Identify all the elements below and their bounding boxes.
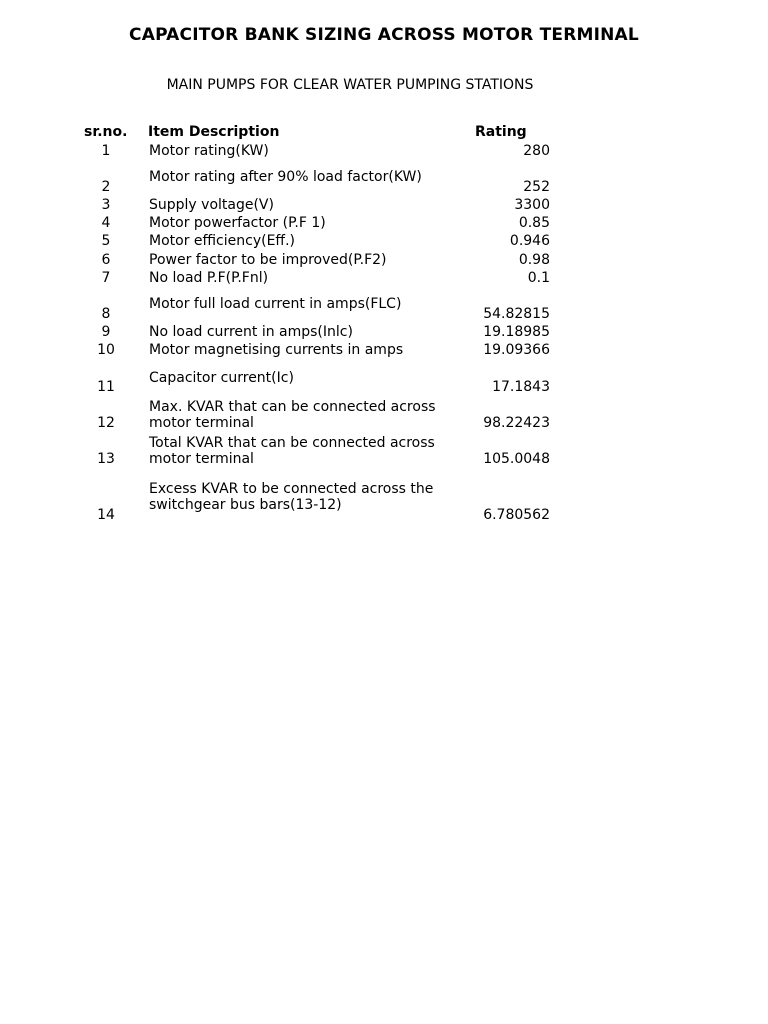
subtitle: MAIN PUMPS FOR CLEAR WATER PUMPING STATIONS <box>166 77 534 93</box>
row-description: Supply voltage(V) <box>149 197 274 213</box>
table-row <box>0 370 768 396</box>
row-description: Max. KVAR that can be connected across motor terminal <box>149 399 436 431</box>
table-row <box>0 342 768 360</box>
row-description: Motor magnetising currents in amps <box>149 342 404 358</box>
table-row <box>0 270 768 288</box>
table-row <box>0 215 768 233</box>
row-description: Motor rating(KW) <box>149 143 269 159</box>
table-row <box>0 197 768 215</box>
row-rating: 0.946 <box>509 233 550 249</box>
table-row <box>0 296 768 324</box>
table-row <box>0 143 768 161</box>
table-row <box>0 233 768 251</box>
row-rating: 280 <box>523 143 550 159</box>
table-row <box>0 252 768 270</box>
row-rating: 17.1843 <box>492 379 550 395</box>
row-description: Capacitor current(Ic) <box>149 370 294 386</box>
row-sr-no: 13 <box>97 451 115 467</box>
row-description: Motor powerfactor (P.F 1) <box>149 215 326 231</box>
row-sr-no: 11 <box>97 379 115 395</box>
table-row <box>0 435 768 469</box>
row-sr-no: 10 <box>97 342 115 358</box>
row-sr-no: 1 <box>101 143 111 159</box>
header-item-description: Item Description <box>148 124 280 140</box>
row-sr-no: 4 <box>101 215 111 231</box>
table-row <box>0 324 768 342</box>
row-sr-no: 7 <box>101 270 111 286</box>
row-description: Excess KVAR to be connected across the switchgear bus bars(13-12) <box>149 481 434 513</box>
row-rating: 105.0048 <box>483 451 550 467</box>
row-rating: 0.85 <box>518 215 550 231</box>
row-rating: 3300 <box>514 197 550 213</box>
table-row <box>0 481 768 525</box>
row-rating: 252 <box>523 179 550 195</box>
row-sr-no: 9 <box>101 324 111 340</box>
row-description: Motor rating after 90% load factor(KW) <box>149 169 422 185</box>
row-rating: 54.82815 <box>483 306 550 322</box>
row-description: Total KVAR that can be connected across motor terminal <box>149 435 435 467</box>
row-sr-no: 5 <box>101 233 111 249</box>
table-row <box>0 399 768 433</box>
row-description: Power factor to be improved(P.F2) <box>149 252 387 268</box>
row-sr-no: 2 <box>101 179 111 195</box>
row-rating: 6.780562 <box>483 507 550 523</box>
row-sr-no: 6 <box>101 252 111 268</box>
table-row <box>0 169 768 197</box>
row-sr-no: 8 <box>101 306 111 322</box>
row-rating: 19.18985 <box>483 324 550 340</box>
row-rating: 0.98 <box>518 252 550 268</box>
header-rating: Rating <box>475 124 527 140</box>
row-rating: 19.09366 <box>483 342 550 358</box>
subtitle-container <box>130 77 570 108</box>
row-sr-no: 3 <box>101 197 111 213</box>
row-rating: 98.22423 <box>483 415 550 431</box>
header-sr-no: sr.no. <box>84 124 128 140</box>
row-sr-no: 12 <box>97 415 115 431</box>
row-rating: 0.1 <box>527 270 550 286</box>
row-description: No load current in amps(Inlc) <box>149 324 353 340</box>
row-description: No load P.F(P.Fnl) <box>149 270 269 286</box>
row-sr-no: 14 <box>97 507 115 523</box>
page-title: CAPACITOR BANK SIZING ACROSS MOTOR TERMINAL <box>129 25 639 45</box>
row-description: Motor efficiency(Eff.) <box>149 233 295 249</box>
row-description: Motor full load current in amps(FLC) <box>149 296 402 312</box>
